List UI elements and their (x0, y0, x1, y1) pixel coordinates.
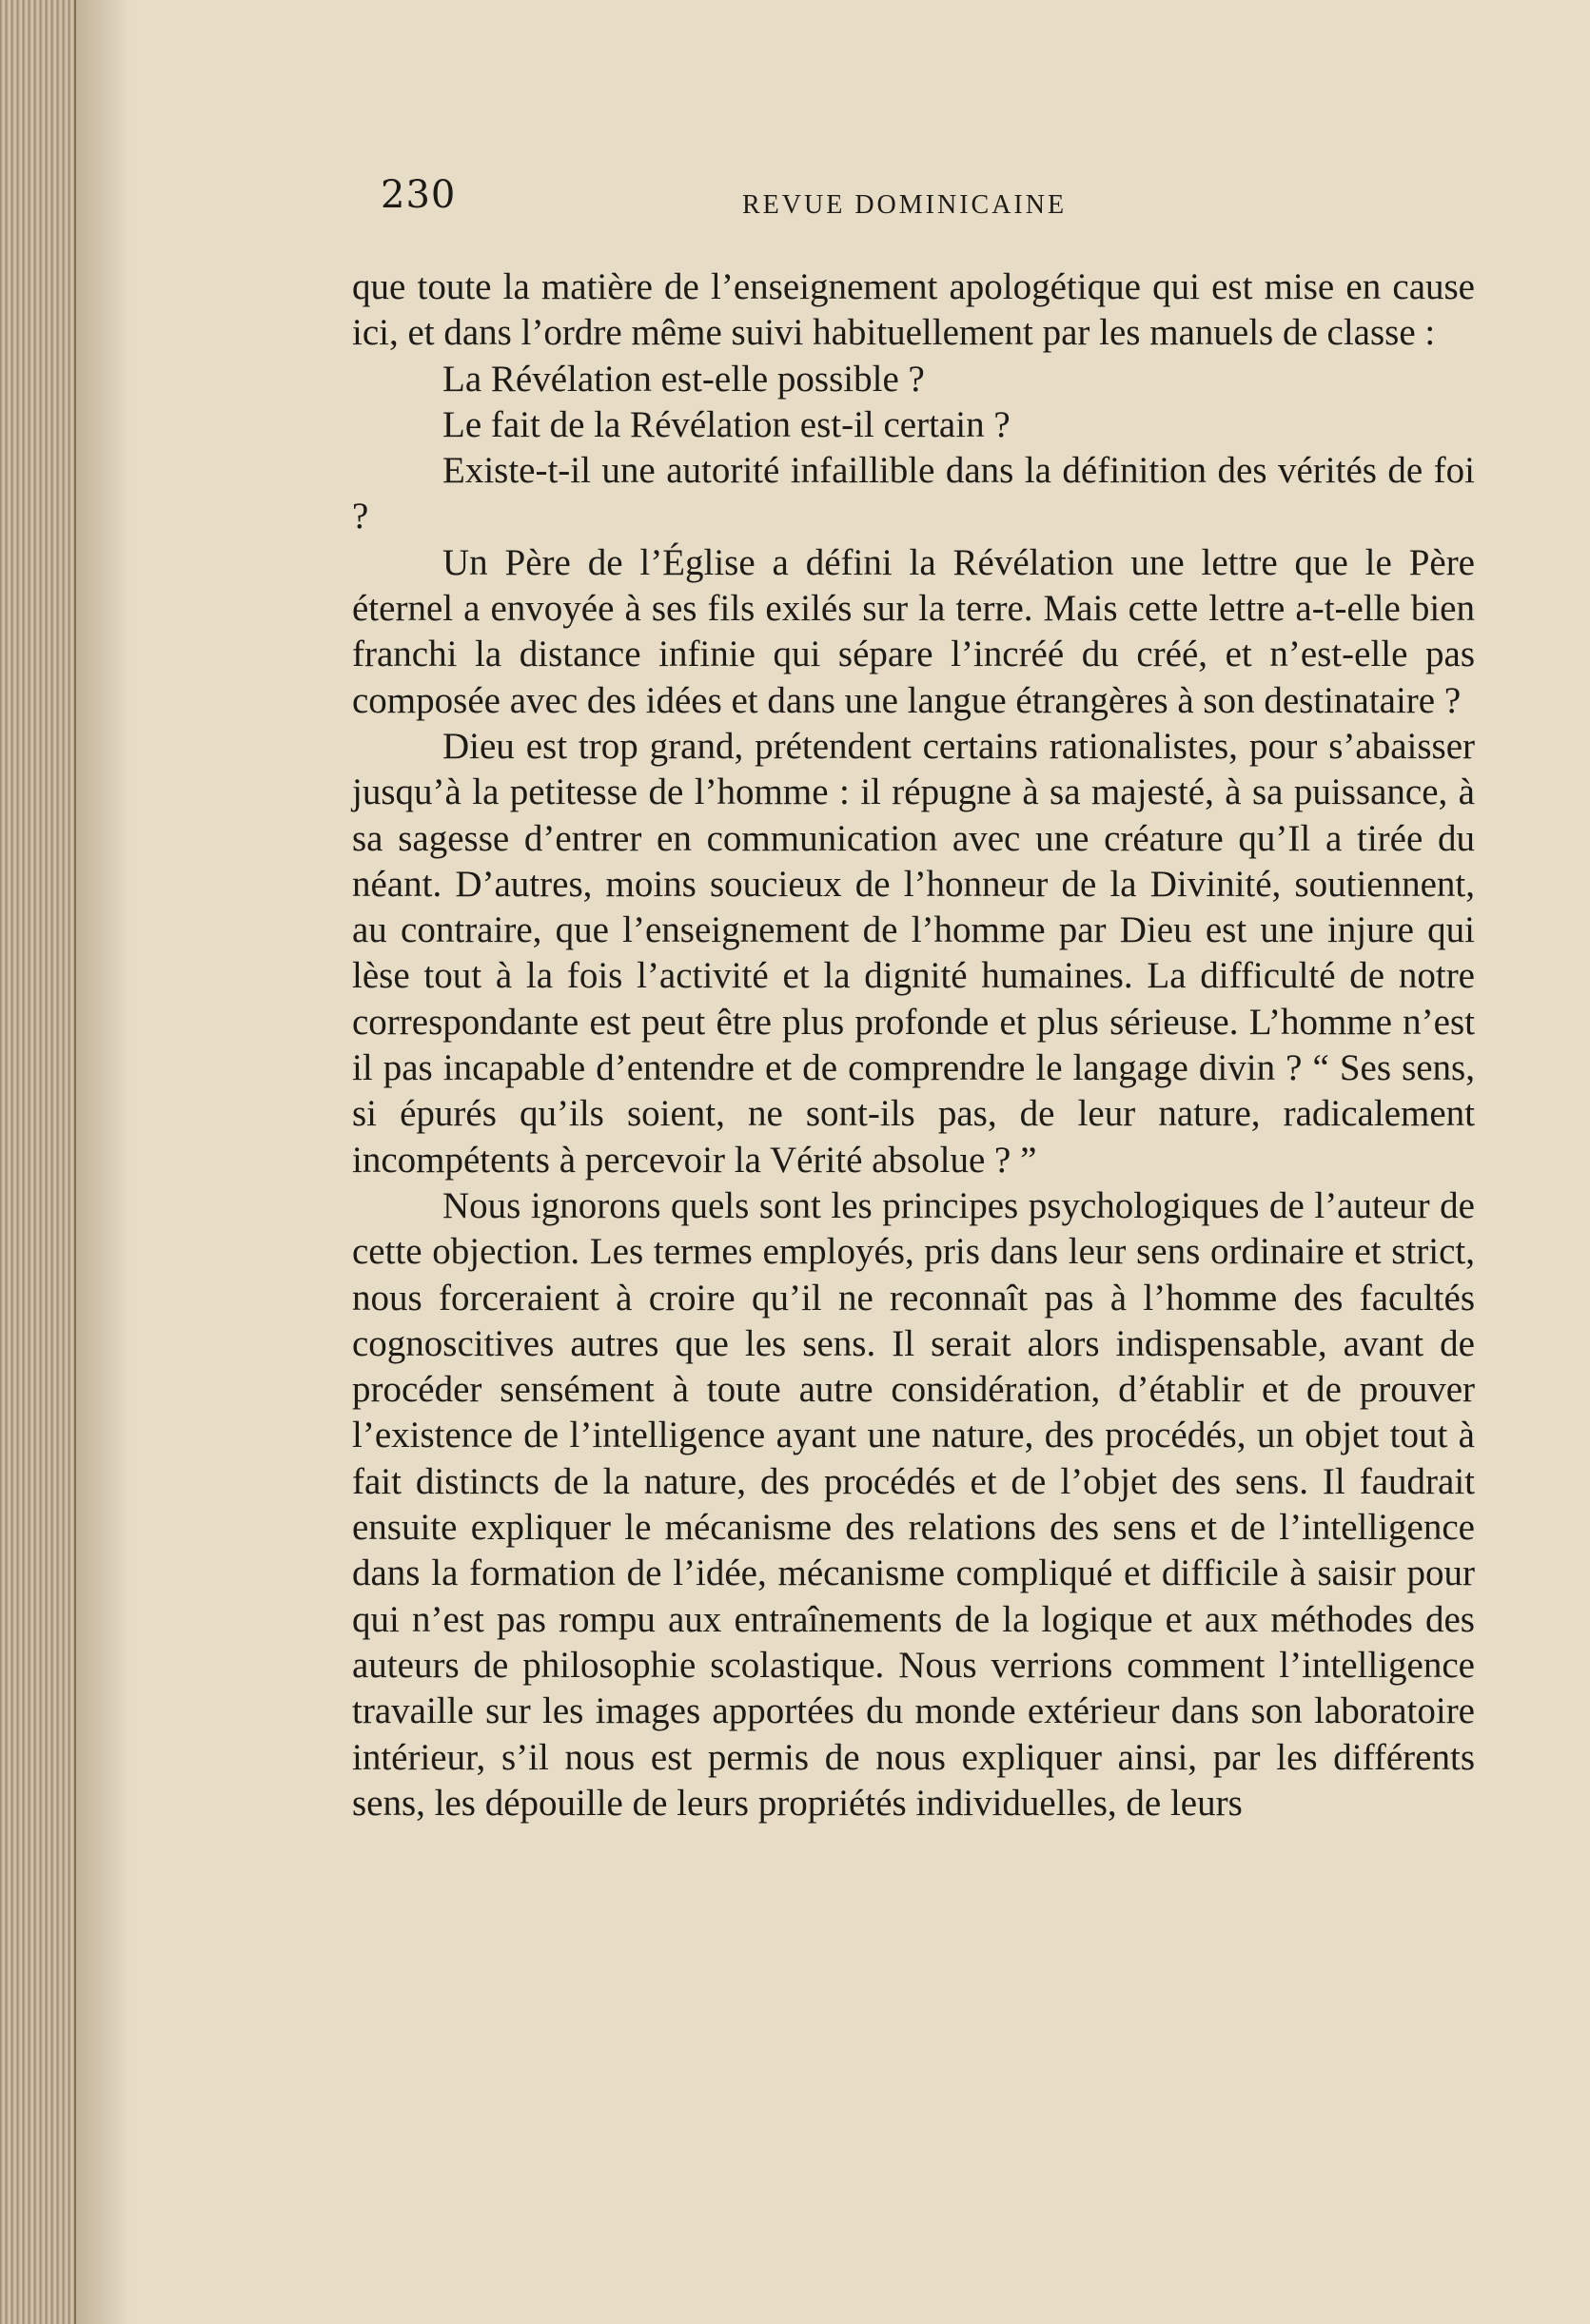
book-spine-edge (0, 0, 76, 2324)
paragraph-continued: que toute la matière de l’enseignement apologétique qui est mise en cause ici, et dans l’ordre même suivi habituellement par les manuels de classe : (352, 266, 1475, 354)
question-revelation-certain: Le fait de la Révélation est-il certain ? (442, 403, 1011, 445)
paragraph-rationalists: Dieu est trop grand, prétendent certains rationalistes, pour s’abaisser jusqu’à la petitesse de l’homme : il répugne à sa majesté, à sa puissance, à sa sagesse d’entrer en communication avec une créature qu’Il a tirée du néant. D’autres, moins soucieux de l’honneur de la Divinité, soutiennent, au contraire, que l’enseignement de l’homme par Dieu est une injure qui lèse tout à la fois l’activité et la dignité humaines. La difficulté de notre correspondante est peut être plus profonde et plus sérieuse. L’homme n’est il pas incapable d’entendre et de comprendre le langage divin ? “ Ses sens, si épurés qu’ils soient, ne sont-ils pas, de leur nature, radicalement incompétents à percevoir la Vérité absolue ? ” (352, 725, 1475, 1181)
running-title: REVUE DOMINICAINE (742, 190, 1068, 220)
page-number: 230 (381, 173, 457, 217)
paragraph-psychology: Nous ignorons quels sont les principes psychologiques de l’auteur de cette objection. Les termes employés, pris dans leur sens ordinaire et strict, nous forceraient à croire qu’il ne reconnaît pas à l’homme des facultés cognoscitives autres que les sens. Il serait alors indispensable, avant de procéder sensément à toute autre considération, d’établir et de prouver l’existence de l’intelligence ayant une nature, des procédés, un objet tout à fait distincts de la nature, des procédés et de l’objet des sens. Il faudrait ensuite expliquer le mécanisme des relations des sens et de l’intelligence dans la formation de l’idée, mécanisme compliqué et difficile à saisir pour qui n’est pas rompu aux entraînements de la logique et aux méthodes des auteurs de philosophie scolastique. Nous verrions comment l’intelligence travaille sur les images apportées du monde extérieur dans son laboratoire intérieur, s’il nous est permis de nous expliquer ainsi, par les différents sens, les dépouille de leurs propriétés individuelles, de leurs (352, 1184, 1475, 1824)
gutter-shadow (74, 0, 131, 2324)
book-page (352, 162, 1494, 2197)
page-header (352, 162, 1494, 238)
body-text (352, 264, 1475, 1826)
question-infallible-authority: Existe-t-il une autorité infaillible dans la définition des vérités de foi ? (352, 450, 1475, 537)
paragraph-letter-metaphor: Un Père de l’Église a défini la Révélation une lettre que le Père éternel a envoyée à ses fils exilés sur la terre. Mais cette lettre a-t-elle bien franchi la distance infinie qui sépare l’incréé du créé, et n’est-elle pas composée avec des idées et dans une langue étrangères à son destinataire ? (352, 541, 1475, 721)
question-revelation-possible: La Révélation est-elle possible ? (442, 358, 925, 400)
